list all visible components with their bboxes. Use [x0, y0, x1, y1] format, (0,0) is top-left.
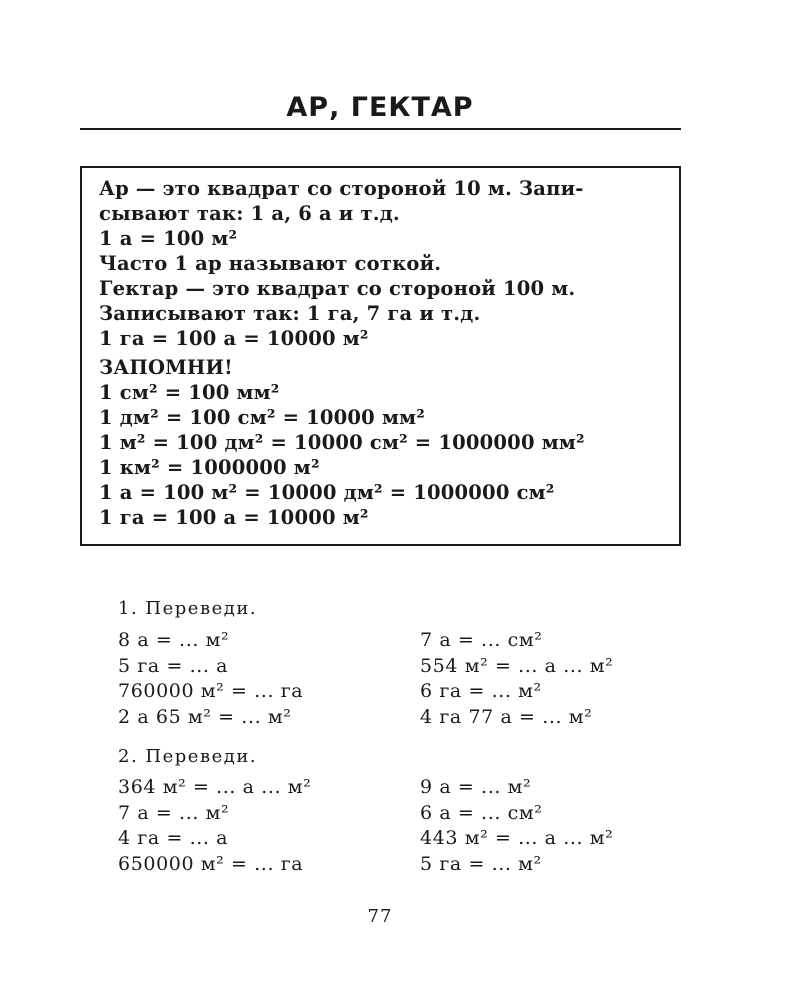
- exercise-row: [118, 679, 678, 705]
- rule-line: Часто 1 ар называют соткой.: [99, 252, 442, 275]
- remember-line: 1 км² = 1000000 м²: [99, 456, 320, 479]
- rule-line: сывают так: 1 а, 6 а и т.д.: [99, 202, 400, 225]
- rule-box-text: [99, 176, 674, 530]
- exercise-row: [118, 628, 678, 654]
- exercise: 9 а = ... м²: [420, 776, 532, 798]
- exercise: 2 а 65 м² = ... м²: [118, 705, 292, 728]
- exercise: 7 а = ... см²: [420, 629, 543, 651]
- exercise-row: [118, 775, 678, 801]
- exercise: 650000 м² = ... га: [118, 852, 304, 875]
- remember-line: 1 см² = 100 мм²: [99, 381, 280, 404]
- remember-line: 1 дм² = 100 см² = 10000 мм²: [99, 406, 425, 429]
- task-2-heading: [118, 746, 257, 767]
- remember-line: 1 га = 100 а = 10000 м²: [99, 506, 369, 529]
- page-number: 77: [367, 906, 393, 927]
- exercise-row: [118, 852, 678, 878]
- remember-line: 1 а = 100 м² = 10000 дм² = 1000000 см²: [99, 481, 555, 504]
- page-title: АР, ГЕКТАР: [286, 92, 474, 123]
- exercise: 6 а = ... см²: [420, 801, 543, 824]
- rule-line: Записывают так: 1 га, 7 га и т.д.: [99, 302, 481, 325]
- rule-line: Ар — это квадрат со стороной 10 м. Запи-: [99, 177, 584, 200]
- exercise: 4 га 77 а = ... м²: [420, 705, 593, 728]
- exercise: 6 га = ... м²: [420, 680, 542, 702]
- exercise-row: [118, 826, 678, 852]
- task-1-heading: [118, 598, 257, 619]
- exercise: 7 а = ... м²: [118, 801, 230, 824]
- exercise: 4 га = ... а: [118, 827, 229, 849]
- exercise: 760000 м² = ... га: [118, 680, 304, 702]
- task-number: 1.: [118, 598, 139, 619]
- exercise: 5 га = ... м²: [420, 852, 542, 875]
- remember-title: ЗАПОМНИ!: [99, 356, 233, 379]
- task-2-exercises: [118, 775, 678, 877]
- exercise: 8 а = ... м²: [118, 629, 230, 651]
- rule-line: Гектар — это квадрат со стороной 100 м.: [99, 277, 576, 300]
- task-instruction: Переведи.: [145, 746, 258, 767]
- exercise-row: [118, 705, 678, 731]
- rule-line: 1 а = 100 м²: [99, 227, 238, 250]
- exercise-row: [118, 654, 678, 680]
- exercise: 554 м² = ... а ... м²: [420, 654, 614, 677]
- exercise: 5 га = ... а: [118, 654, 229, 677]
- remember-line: 1 м² = 100 дм² = 10000 см² = 1000000 мм²: [99, 431, 585, 454]
- task-1-exercises: [118, 628, 678, 730]
- rule-line: 1 га = 100 а = 10000 м²: [99, 327, 369, 350]
- exercise-row: [118, 801, 678, 827]
- task-number: 2.: [118, 746, 139, 767]
- title-underline: [80, 128, 681, 130]
- exercise: 443 м² = ... а ... м²: [420, 827, 614, 849]
- exercise: 364 м² = ... а ... м²: [118, 776, 312, 798]
- task-instruction: Переведи.: [145, 598, 258, 619]
